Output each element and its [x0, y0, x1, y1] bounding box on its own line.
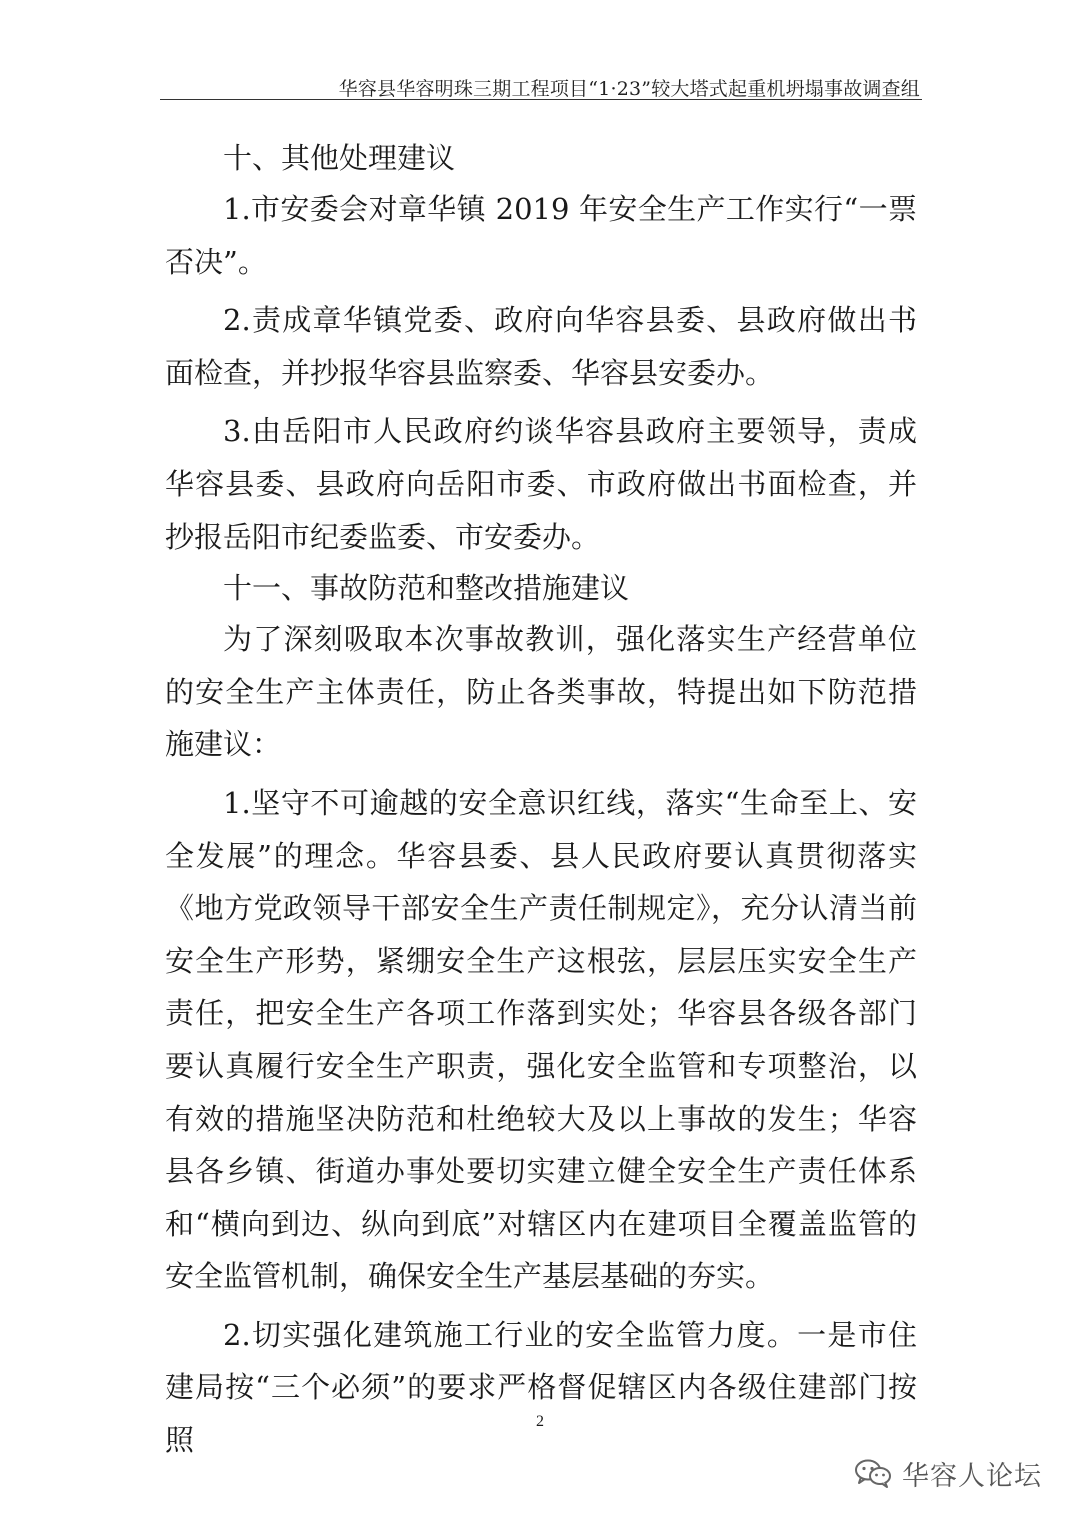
watermark-text: 华容人论坛 — [902, 1460, 1042, 1492]
section-heading-other-suggestions: 十、其他处理建议 — [223, 141, 456, 175]
paragraph: 1.坚守不可逾越的安全意识红线，落实“生命至上、安全发展”的理念。华容县委、县人民政府要认真贯彻落实《地方党政领导干部安全生产责任制规定》，充分认清当前安全生产形势，紧绷安全生产这根弦，层层压实安全生产责任，把安全生产各项工作落到实处；华容县各级各部门要认真履行安全生产职责，强化安全监管和专项整治，以有效的措施坚决防范和杜绝较大及以上事故的发生；华容县各乡镇、街道办事处要切实建立健全安全生产责任体系和“横向到边、纵向到底”对辖区内在建项目全覆盖监管的安全监管机制，确保安全生产基层基础的夯实。 — [165, 785, 917, 1294]
document-header-title: 华容县华容明珠三期工程项目“1·23”较大塔式起重机坍塌事故调查组 — [338, 78, 920, 100]
paragraph: 1.市安委会对章华镇 2019 年安全生产工作实行“一票否决”。 — [165, 192, 917, 279]
watermark — [854, 1453, 1042, 1493]
paragraph: 2.切实强化建筑施工行业的安全监管力度。一是市住建局按“三个必须”的要求严格督促辖区内各级住建部门按照 — [165, 1317, 917, 1458]
wechat-icon — [854, 1458, 892, 1488]
page-number: 2 — [536, 1413, 544, 1430]
paragraph: 2.责成章华镇党委、政府向华容县委、县政府做出书面检查，并抄报华容县监察委、华容县安委办。 — [165, 303, 917, 390]
document-body — [165, 133, 917, 1467]
header-divider — [160, 99, 922, 100]
section-heading-prevention-measures: 十一、事故防范和整改措施建议 — [223, 571, 630, 606]
paragraph: 3.由岳阳市人民政府约谈华容县政府主要领导，责成华容县委、县政府向岳阳市委、市政府做出书面检查，并抄报岳阳市纪委监委、市安委办。 — [165, 414, 917, 554]
paragraph: 为了深刻吸取本次事故教训，强化落实生产经营单位的安全生产主体责任，防止各类事故，特提出如下防范措施建议： — [165, 622, 917, 762]
